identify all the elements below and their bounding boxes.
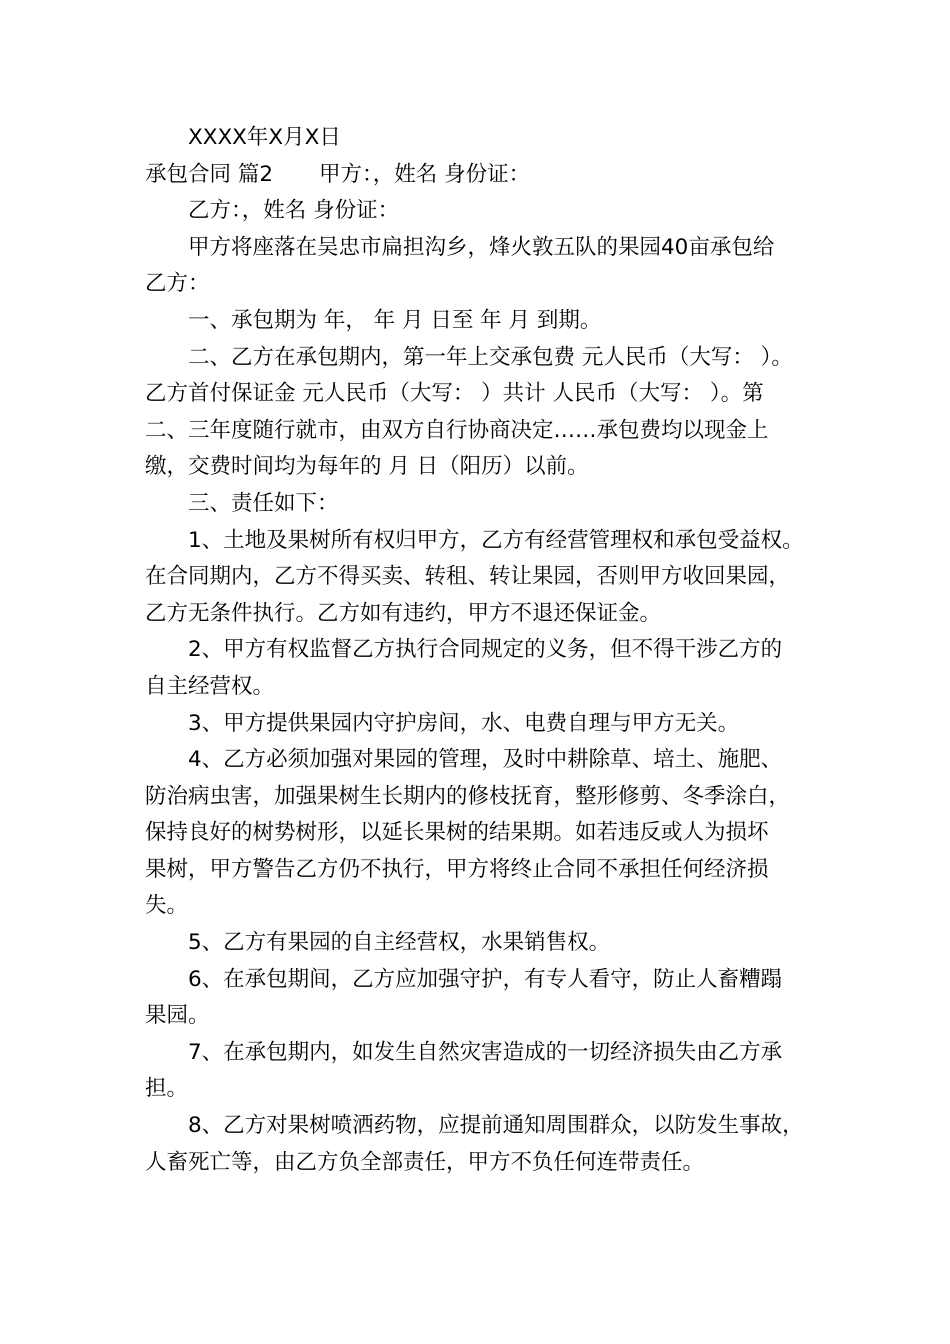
party-a-line: 甲方：，姓名 身份证： [319,161,531,187]
body-line: 保持良好的树势树形，以延长果树的结果期。如若违反或人为损坏 [145,820,769,846]
body-line: 2、甲方有权监督乙方执行合同规定的义务，但不得干涉乙方的 [188,637,783,663]
body-line: 失。 [145,893,189,919]
body-line: 乙方首付保证金 元人民币（大写： ）共计 人民币（大写： ）。第 [145,381,764,407]
body-line: 二、乙方在承包期内，第一年上交承包费 元人民币（大写： ）。 [188,344,793,370]
body-line: 人畜死亡等，由乙方负全部责任，甲方不负任何连带责任。 [145,1149,705,1175]
party-b-line: 乙方：，姓名 身份证： [188,198,400,224]
body-line: 在合同期内，乙方不得买卖、转租、转让果园，否则甲方收回果园， [145,564,791,590]
body-line: 防治病虫害，加强果树生长期内的修枝抚育，整形修剪、冬季涂白， [145,783,791,809]
body-line: 一、承包期为 年， 年 月 日至 年 月 到期。 [188,307,602,333]
body-line: 果园。 [145,1003,210,1029]
body-line: 二、三年度随行就市，由双方自行协商决定……承包费均以现金上 [145,417,769,443]
contract-body [145,230,810,1181]
body-line: 担。 [145,1076,189,1102]
body-line: 4、乙方必须加强对果园的管理，及时中耕除草、培土、施肥、 [188,747,783,773]
contract-title: 承包合同 篇2 [145,161,274,187]
body-line: 缴，交费时间均为每年的 月 日（阳历）以前。 [145,454,589,480]
body-line: 果树，甲方警告乙方仍不执行，甲方将终止合同不承担任何经济损 [145,856,769,882]
body-line: 三、责任如下： [188,490,339,516]
body-line: 乙方无条件执行。乙方如有违约，甲方不退还保证金。 [145,600,662,626]
body-line: 6、在承包期间，乙方应加强守护，有专人看守，防止人畜糟蹋 [188,966,783,992]
date-line: XXXX年X月X日 [188,125,341,150]
body-line: 甲方将座落在吴忠市扁担沟乡，烽火敦五队的果园40亩承包给 [188,234,775,260]
body-line: 8、乙方对果树喷洒药物，应提前通知周围群众，以防发生事故， [188,1113,804,1139]
body-line: 乙方： [145,271,210,297]
body-line: 7、在承包期内，如发生自然灾害造成的一切经济损失由乙方承 [188,1039,783,1065]
body-line: 3、甲方提供果园内守护房间，水、电费自理与甲方无关。 [188,710,740,736]
body-line: 1、土地及果树所有权归甲方，乙方有经营管理权和承包受益权。 [188,527,804,553]
body-line: 5、乙方有果园的自主经营权，水果销售权。 [188,930,611,956]
body-line: 自主经营权。 [145,673,275,699]
contract-heading-row [145,157,810,194]
